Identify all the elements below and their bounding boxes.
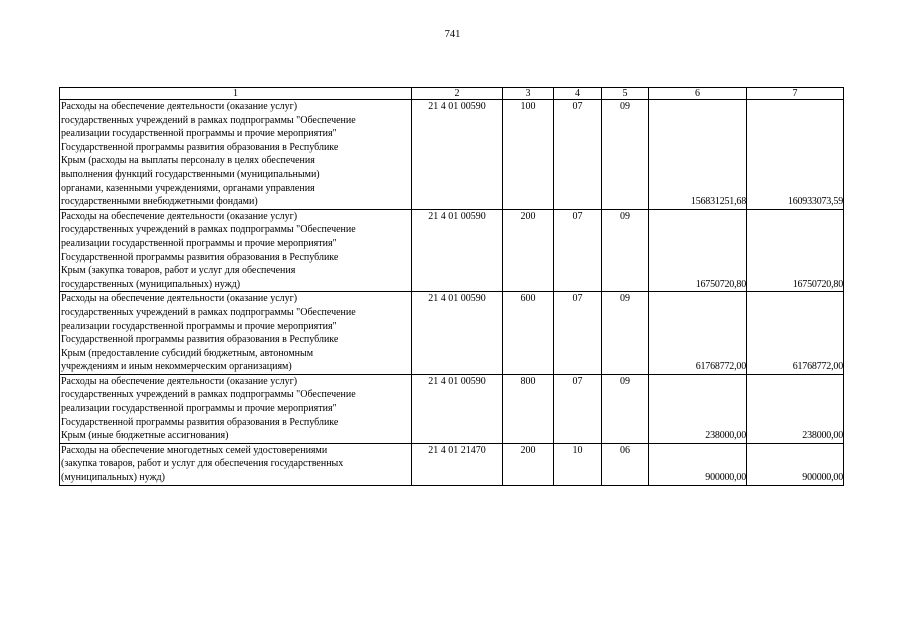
- expense-name-line: Расходы на обеспечение деятельности (оказание услуг): [61, 210, 298, 222]
- table-row: [60, 100, 844, 210]
- header-cell-1: 1: [60, 88, 412, 100]
- expense-name-line: реализации государственной программы и прочие мероприятия": [61, 237, 337, 249]
- expense-name-line: Расходы на обеспечение деятельности (оказание услуг): [61, 375, 298, 387]
- amount-year2-cell: 61768772,00: [747, 292, 844, 375]
- subsection-cell: 06: [602, 443, 649, 485]
- expense-type-cell: 100: [503, 100, 554, 210]
- expense-name-line: государственными внебюджетными фондами): [61, 196, 258, 208]
- section-cell: 07: [554, 209, 602, 292]
- amount-year2-cell: 160933073,59: [747, 100, 844, 210]
- expense-type-cell: 200: [503, 443, 554, 485]
- header-cell-7: 7: [747, 88, 844, 100]
- expense-name-line: (закупка товаров, работ и услуг для обеспечения государственных: [61, 458, 344, 470]
- amount-year1-cell: 900000,00: [649, 443, 747, 485]
- expense-name-line: Государственной программы развития образования в Республике: [61, 251, 339, 263]
- expense-name-line: государственных учреждений в рамках подпрограммы "Обеспечение: [61, 389, 356, 401]
- target-code-cell: 21 4 01 00590: [412, 209, 503, 292]
- amount-year2-cell: 238000,00: [747, 374, 844, 443]
- expense-name-cell: [60, 100, 412, 210]
- amount-year1-cell: 16750720,80: [649, 209, 747, 292]
- budget-table-body: [60, 88, 844, 486]
- subsection-cell: 09: [602, 292, 649, 375]
- expense-name-line: Расходы на обеспечение многодетных семей удостоверениями: [61, 444, 328, 456]
- expense-name-line: Крым (иные бюджетные ассигнования): [61, 430, 229, 442]
- target-code-cell: 21 4 01 21470: [412, 443, 503, 485]
- table-row: [60, 209, 844, 292]
- expense-type-cell: 800: [503, 374, 554, 443]
- section-cell: 10: [554, 443, 602, 485]
- expense-type-cell: 200: [503, 209, 554, 292]
- expense-name-line: Государственной программы развития образования в Республике: [61, 416, 339, 428]
- header-cell-2: 2: [412, 88, 503, 100]
- expense-name-line: государственных учреждений в рамках подпрограммы "Обеспечение: [61, 114, 356, 126]
- expense-name-line: Крым (закупка товаров, работ и услуг для обеспечения: [61, 265, 296, 277]
- amount-year1-cell: 238000,00: [649, 374, 747, 443]
- section-cell: 07: [554, 292, 602, 375]
- subsection-cell: 09: [602, 209, 649, 292]
- budget-table: [59, 87, 844, 486]
- expense-name-line: Крым (расходы на выплаты персоналу в целях обеспечения: [61, 155, 315, 167]
- expense-name-line: государственных учреждений в рамках подпрограммы "Обеспечение: [61, 224, 356, 236]
- amount-year2-cell: 900000,00: [747, 443, 844, 485]
- section-cell: 07: [554, 100, 602, 210]
- expense-name-line: органами, казенными учреждениями, органами управления: [61, 182, 315, 194]
- target-code-cell: 21 4 01 00590: [412, 374, 503, 443]
- expense-name-cell: [60, 292, 412, 375]
- table-row: [60, 292, 844, 375]
- expense-name-line: Расходы на обеспечение деятельности (оказание услуг): [61, 101, 298, 112]
- target-code-cell: 21 4 01 00590: [412, 292, 503, 375]
- expense-name-line: государственных учреждений в рамках подпрограммы "Обеспечение: [61, 306, 356, 318]
- expense-type-cell: 600: [503, 292, 554, 375]
- table-row: [60, 443, 844, 485]
- expense-name-line: выполнения функций государственными (муниципальными): [61, 168, 320, 180]
- expense-name-line: Расходы на обеспечение деятельности (оказание услуг): [61, 293, 298, 305]
- page-number: 741: [444, 29, 461, 40]
- header-cell-6: 6: [649, 88, 747, 100]
- header-cell-4: 4: [554, 88, 602, 100]
- expense-name-cell: [60, 209, 412, 292]
- expense-name-line: (муниципальных) нужд): [61, 472, 165, 484]
- expense-name-line: реализации государственной программы и прочие мероприятия": [61, 128, 337, 140]
- expense-name-line: реализации государственной программы и прочие мероприятия": [61, 403, 337, 415]
- expense-name-line: государственных (муниципальных) нужд): [61, 278, 241, 290]
- subsection-cell: 09: [602, 374, 649, 443]
- expense-name-cell: [60, 374, 412, 443]
- subsection-cell: 09: [602, 100, 649, 210]
- amount-year1-cell: 61768772,00: [649, 292, 747, 375]
- amount-year2-cell: 16750720,80: [747, 209, 844, 292]
- expense-name-cell: [60, 443, 412, 485]
- amount-year1-cell: 156831251,68: [649, 100, 747, 210]
- table-row: [60, 374, 844, 443]
- expense-name-line: Государственной программы развития образования в Республике: [61, 334, 339, 346]
- table-header-row: [60, 88, 844, 100]
- expense-name-line: Крым (предоставление субсидий бюджетным, автономным: [61, 347, 314, 359]
- header-cell-3: 3: [503, 88, 554, 100]
- header-cell-5: 5: [602, 88, 649, 100]
- expense-name-line: реализации государственной программы и прочие мероприятия": [61, 320, 337, 332]
- expense-name-line: учреждениям и иным некоммерческим организациям): [61, 361, 292, 373]
- expense-name-line: Государственной программы развития образования в Республике: [61, 141, 339, 153]
- target-code-cell: 21 4 01 00590: [412, 100, 503, 210]
- section-cell: 07: [554, 374, 602, 443]
